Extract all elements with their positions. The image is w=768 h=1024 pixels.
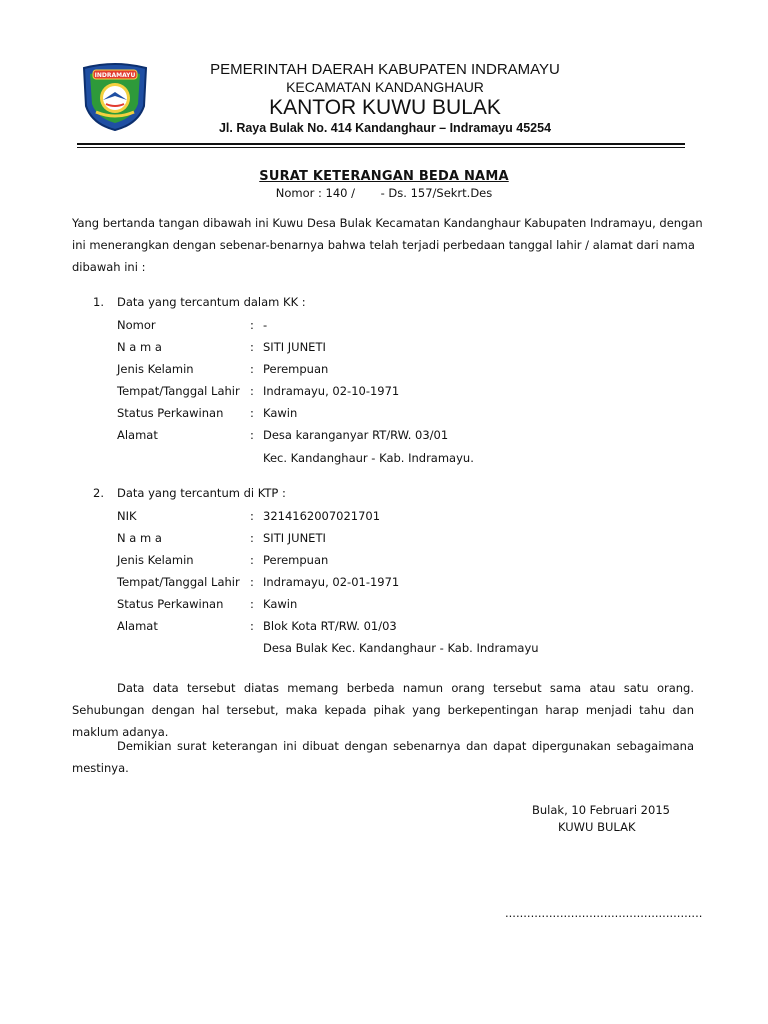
field-value: Indramayu, 02-10-1971: [263, 384, 400, 398]
section-number: 2.: [93, 486, 104, 500]
logo-banner-text: INDRAMAYU: [94, 72, 136, 79]
field-value: -: [263, 318, 268, 332]
field-value: Desa karanganyar RT/RW. 03/01: [263, 428, 449, 442]
field-colon: :: [250, 531, 254, 545]
field-label: Alamat: [117, 619, 158, 633]
field-colon: :: [250, 509, 254, 523]
field-colon: :: [250, 318, 254, 332]
field-label: Status Perkawinan: [117, 597, 224, 611]
field-colon: :: [250, 553, 254, 567]
header-district-line: KECAMATAN KANDANGHAUR: [286, 79, 484, 95]
field-label: Nomor: [117, 318, 156, 332]
field-value: Kawin: [263, 406, 298, 420]
field-value: Perempuan: [263, 362, 329, 376]
section-number: 1.: [93, 295, 104, 309]
header-divider-thin: [77, 147, 685, 148]
header-office-title: KANTOR KUWU BULAK: [269, 96, 501, 119]
field-colon: :: [250, 406, 254, 420]
section-title: Data yang tercantum di KTP :: [117, 486, 286, 500]
field-label: Tempat/Tanggal Lahir: [117, 384, 240, 398]
field-label: Jenis Kelamin: [117, 362, 194, 376]
intro-line: ini menerangkan dengan sebenar-benarnya bahwa telah terjadi perbedaan tanggal lahir / alamat dari nama: [72, 238, 695, 252]
field-value: Kawin: [263, 597, 298, 611]
field-value: Blok Kota RT/RW. 01/03: [263, 619, 397, 633]
intro-paragraph: [72, 212, 703, 278]
address-continuation: Kec. Kandanghaur - Kab. Indramayu.: [263, 451, 474, 465]
closing-paragraph: Demikian surat keterangan ini dibuat dengan sebenarnya dan dapat dipergunakan sebagaimana mestinya.: [72, 739, 694, 775]
field-label: N a m a: [117, 531, 162, 545]
intro-line: Yang bertanda tangan dibawah ini Kuwu Desa Bulak Kecamatan Kandanghaur Kabupaten Indramayu, dengan: [72, 216, 703, 230]
field-label: Alamat: [117, 428, 158, 442]
address-continuation: Desa Bulak Kec. Kandanghaur - Kab. Indramayu: [263, 641, 539, 655]
field-label: N a m a: [117, 340, 162, 354]
header-address-line: Jl. Raya Bulak No. 414 Kandanghaur – Indramayu 45254: [218, 121, 552, 135]
letter-title: SURAT KETERANGAN BEDA NAMA: [259, 169, 509, 184]
explanation-paragraph: Data data tersebut diatas memang berbeda namun orang tersebut sama atau satu orang. Sehubungan dengan hal tersebut, maka kepada pihak yang berkepentingan harap menjadi tahu dan maklum adanya.: [72, 681, 694, 739]
field-label: Jenis Kelamin: [117, 553, 194, 567]
header-divider-thick: [77, 143, 685, 145]
field-value: 3214162007021701: [263, 509, 381, 523]
field-colon: :: [250, 575, 254, 589]
regency-emblem-logo: [78, 62, 152, 132]
signature-place-date: Bulak, 10 Februari 2015: [532, 803, 670, 817]
field-value: SITI JUNETI: [263, 340, 326, 354]
field-colon: :: [250, 428, 254, 442]
field-value: Perempuan: [263, 553, 329, 567]
field-value: Indramayu, 02-01-1971: [263, 575, 400, 589]
field-colon: :: [250, 362, 254, 376]
field-value: SITI JUNETI: [263, 531, 326, 545]
signature-role: KUWU BULAK: [558, 820, 636, 834]
section-title: Data yang tercantum dalam KK :: [117, 295, 306, 309]
letter-number: Nomor : 140 / - Ds. 157/Sekrt.Des: [275, 186, 493, 200]
intro-line: dibawah ini :: [72, 260, 146, 274]
field-colon: :: [250, 384, 254, 398]
field-label: NIK: [117, 509, 137, 523]
field-label: Status Perkawinan: [117, 406, 224, 420]
field-colon: :: [250, 597, 254, 611]
field-colon: :: [250, 340, 254, 354]
header-government-line: PEMERINTAH DAERAH KABUPATEN INDRAMAYU: [210, 61, 560, 78]
field-colon: :: [250, 619, 254, 633]
field-label: Tempat/Tanggal Lahir: [117, 575, 240, 589]
signature-line: ......................................................: [505, 906, 703, 920]
